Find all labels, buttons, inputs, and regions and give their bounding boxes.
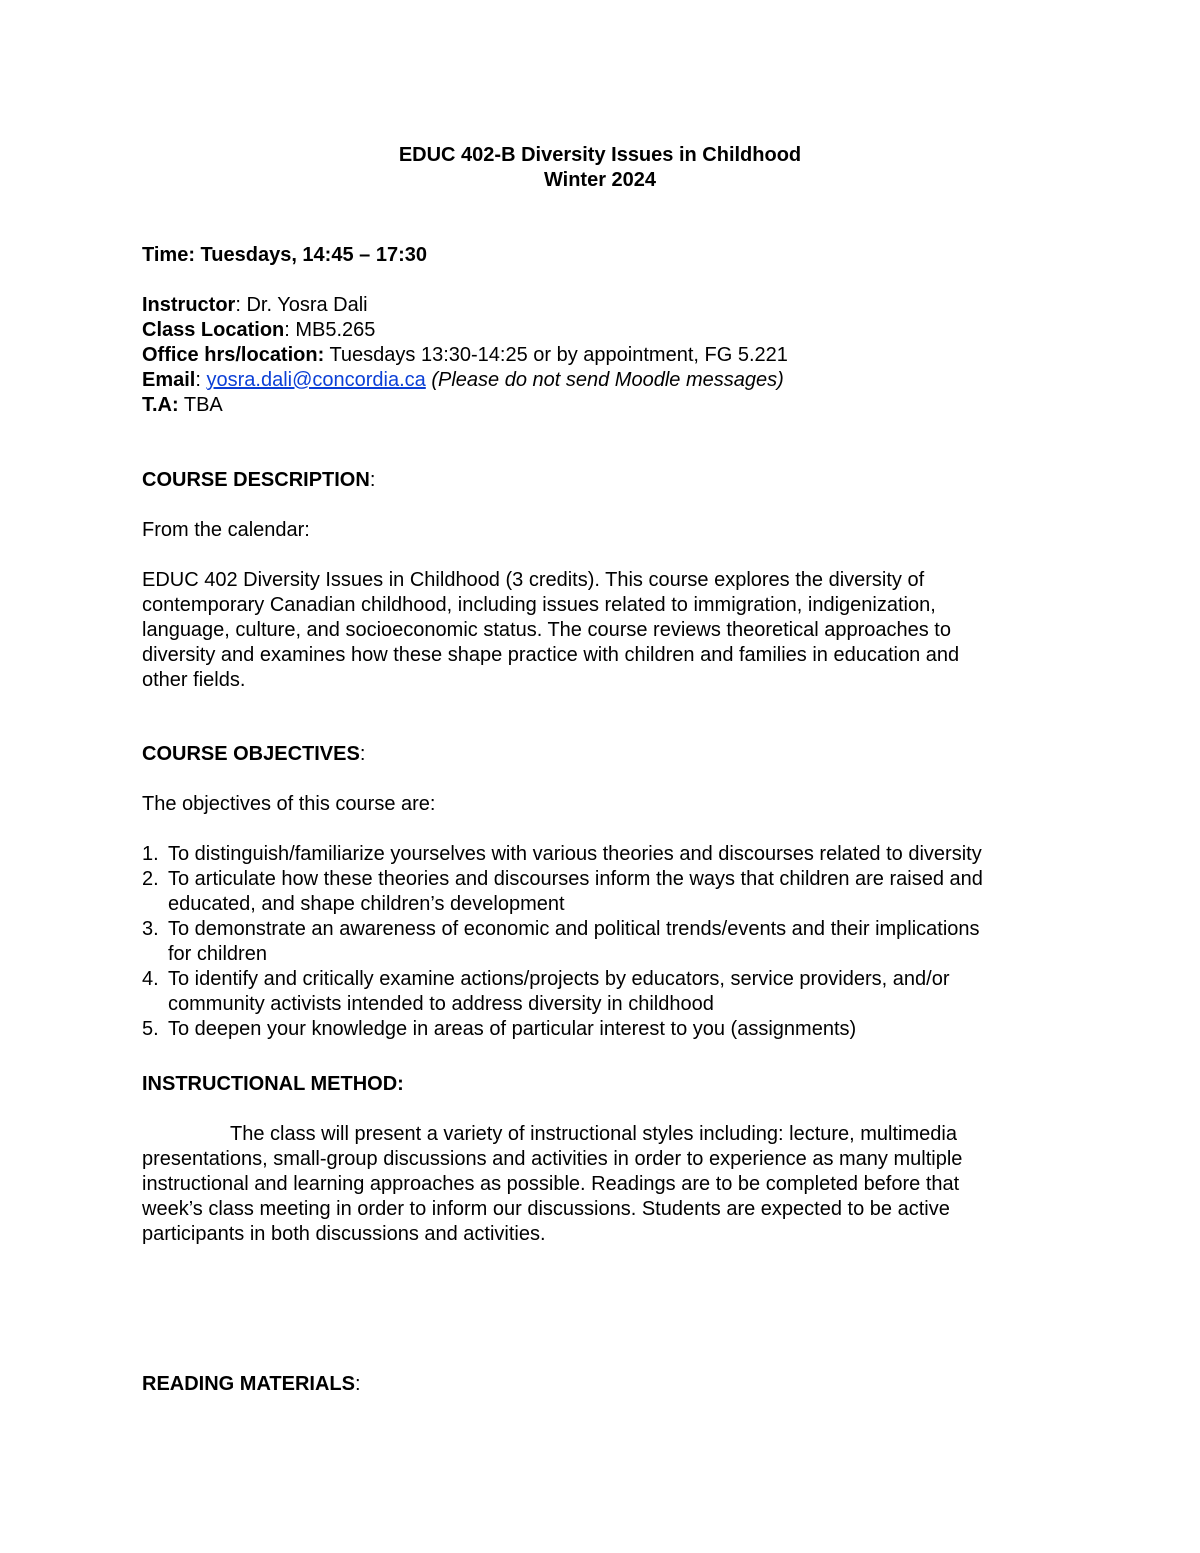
objectives-heading-colon: : (359, 743, 366, 765)
method-line (142, 1122, 1062, 1147)
objectives-heading-text: COURSE OBJECTIVES (142, 743, 360, 765)
location-value: : MB5.265 (284, 319, 376, 341)
method-line: week’s class meeting in order to inform our discussions. Students are expected to be active (142, 1198, 950, 1220)
email-link[interactable]: yosra.dali@concordia.ca (206, 369, 426, 391)
objective-text-cont: educated, and shape children’s development (168, 893, 565, 915)
method-line: participants in both discussions and activities. (142, 1223, 546, 1245)
objective-text-cont: community activists intended to address diversity in childhood (168, 993, 714, 1015)
objective-text: To distinguish/familiarize yourselves with various theories and discourses related to diversity (168, 843, 982, 865)
class-time: Time: Tuesdays, 14:45 – 17:30 (142, 244, 427, 266)
description-heading-colon: : (369, 469, 376, 491)
objective-text: To articulate how these theories and discourses inform the ways that children are raised and (168, 868, 983, 890)
description-heading-text: COURSE DESCRIPTION (142, 469, 370, 491)
objective-number: 5. (142, 1018, 159, 1040)
objective-item (142, 1017, 1062, 1042)
objective-text: To demonstrate an awareness of economic and political trends/events and their implications (168, 918, 980, 940)
instructor-value: : Dr. Yosra Dali (235, 294, 368, 316)
objective-number: 2. (142, 868, 159, 890)
course-title: EDUC 402-B Diversity Issues in Childhood (398, 144, 802, 166)
ta-label: T.A: (142, 394, 179, 416)
description-heading (142, 468, 1062, 493)
reading-heading (142, 1372, 1062, 1397)
objective-number: 4. (142, 968, 159, 990)
instructor-label: Instructor (142, 294, 236, 316)
ta-line (142, 393, 1062, 418)
location-label: Class Location (142, 319, 285, 341)
description-line: language, culture, and socioeconomic status. The course reviews theoretical approaches to (142, 619, 951, 641)
email-line (142, 368, 1062, 393)
objective-text: To deepen your knowledge in areas of particular interest to you (assignments) (168, 1018, 857, 1040)
method-heading: INSTRUCTIONAL METHOD: (142, 1073, 404, 1095)
objective-text: To identify and critically examine actions/projects by educators, service providers, and/or (168, 968, 950, 990)
objective-number: 1. (142, 843, 159, 865)
objectives-heading (142, 742, 1062, 767)
email-note: (Please do not send Moodle messages) (425, 369, 784, 391)
objective-item (142, 917, 1062, 967)
email-separator: : (195, 369, 207, 391)
objectives-intro: The objectives of this course are: (142, 793, 436, 815)
office-line (142, 343, 1062, 368)
objective-number: 3. (142, 918, 159, 940)
description-line: other fields. (142, 669, 246, 691)
description-intro: From the calendar: (142, 519, 310, 541)
method-line-text: The class will present a variety of instructional styles including: lecture, multimedia (230, 1123, 957, 1145)
ta-value: TBA (178, 394, 223, 416)
instructor-line (142, 293, 1062, 318)
reading-heading-text: READING MATERIALS (142, 1373, 355, 1395)
term: Winter 2024 (543, 169, 657, 191)
method-line: instructional and learning approaches as possible. Readings are to be completed before that (142, 1173, 960, 1195)
email-label: Email (142, 369, 196, 391)
description-line: contemporary Canadian childhood, including issues related to immigration, indigenization, (142, 594, 936, 616)
method-line: presentations, small-group discussions and activities in order to experience as many multiple (142, 1148, 963, 1170)
objective-item (142, 867, 1062, 917)
objective-text-cont: for children (168, 943, 267, 965)
objective-item (142, 842, 1062, 867)
description-line: EDUC 402 Diversity Issues in Childhood (3 credits). This course explores the diversity of (142, 569, 925, 591)
objective-item (142, 967, 1062, 1017)
objectives-list (142, 842, 1062, 1042)
location-line (142, 318, 1062, 343)
office-label: Office hrs/location: (142, 344, 325, 366)
reading-heading-colon: : (354, 1373, 361, 1395)
office-value: Tuesdays 13:30-14:25 or by appointment, FG 5.221 (324, 344, 788, 366)
description-line: diversity and examines how these shape practice with children and families in education and (142, 644, 960, 666)
